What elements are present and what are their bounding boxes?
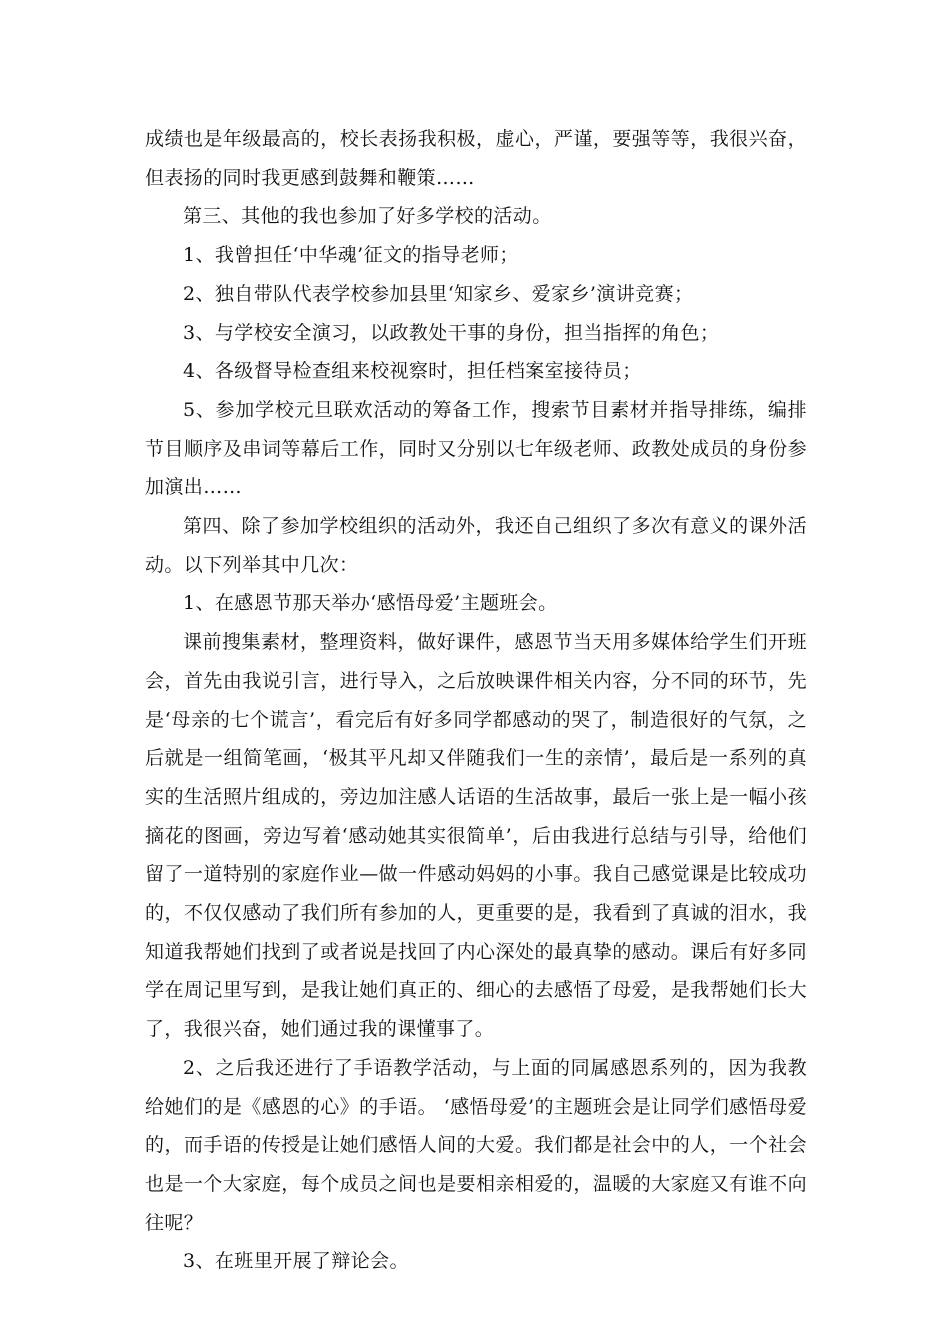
list-item: 5、参加学校元旦联欢活动的筹备工作，搜索节目素材并指导排练，编排节目顺序及串词等幕后工作，同时又分别以七年级老师、政教处成员的身份参加演出…… bbox=[145, 398, 807, 499]
list-item: 2、独自带队代表学校参加县里‘知家乡、爱家乡’演讲竞赛； bbox=[183, 282, 694, 305]
list-item: 1、在感恩节那天举办‘感悟母爱’主题班会。 bbox=[183, 592, 558, 615]
paragraph: 第三、其他的我也参加了好多学校的活动。 bbox=[183, 205, 552, 228]
paragraph: 第四、除了参加学校组织的活动外，我还自己组织了多次有意义的课外活动。以下列举其中几次： bbox=[145, 515, 807, 576]
document-body bbox=[145, 120, 807, 1281]
paragraph: 课前搜集素材，整理资料，做好课件，感恩节当天用多媒体给学生们开班会，首先由我说引言，进行导入，之后放映课件相关内容，分不同的环节，先是‘母亲的七个谎言’，看完后有好多同学都感动的哭了，制造很好的气氛，之后就是一组简笔画，‘极其平凡却又伴随我们一生的亲情’，最后是一系列的真实的生活照片组成的，旁边加注感人话语的生活故事，最后一张上是一幅小孩摘花的图画，旁边写着‘感动她其实很简单’，后由我进行总结与引导，给他们留了一道特别的家庭作业—做一件感动妈妈的小事。我自己感觉课是比较成功的，不仅仅感动了我们所有参加的人，更重要的是，我看到了真诚的泪水，我知道我帮她们找到了或者说是找回了内心深处的最真挚的感动。课后有好多同学在周记里写到，是我让她们真正的、细心的去感悟了母爱，是我帮她们长大了，我很兴奋，她们通过我的课懂事了。 bbox=[145, 631, 807, 1041]
paragraph: 成绩也是年级最高的，校长表扬我积极，虚心，严谨，要强等等，我很兴奋，但表扬的同时我更感到鼓舞和鞭策…… bbox=[145, 128, 807, 189]
list-item: 3、与学校安全演习，以政教处干事的身份，担当指挥的角色； bbox=[183, 321, 720, 344]
list-item: 2、之后我还进行了手语教学活动，与上面的同属感恩系列的，因为我教给她们的是《感恩的心》的手语。 ‘感悟母爱’的主题班会是让同学们感悟母爱的，而手语的传授是让她们感悟人间的大爱。我们都是社会中的人，一个社会也是一个大家庭，每个成员之间也是要相亲相爱的，温暖的大家庭又有谁不向往呢？ bbox=[145, 1056, 807, 1234]
list-item: 3、在班里开展了辩论会。 bbox=[183, 1250, 409, 1273]
list-item: 4、各级督导检查组来校视察时，担任档案室接待员； bbox=[183, 360, 642, 383]
list-item: 1、我曾担任‘中华魂’征文的指导老师； bbox=[183, 244, 519, 267]
